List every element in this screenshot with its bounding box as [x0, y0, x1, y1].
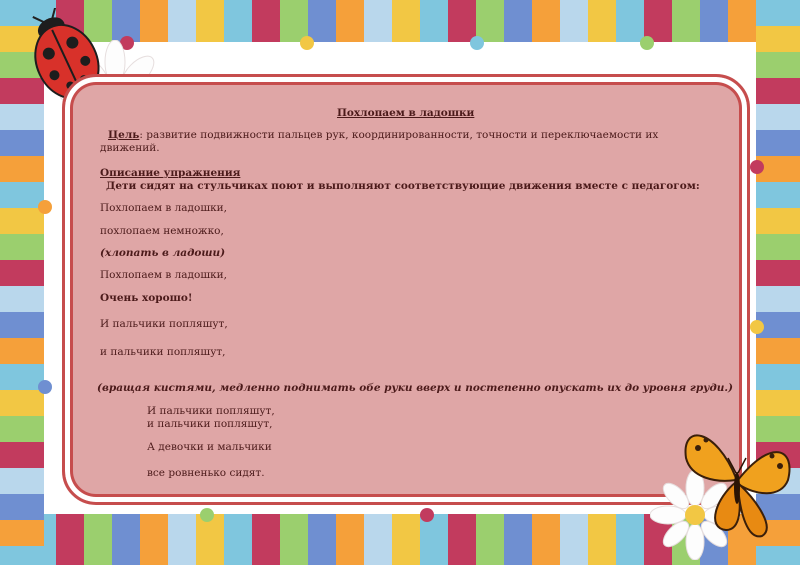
final-line: и пальчики попляшут,	[147, 418, 273, 430]
page-title: Похлопаем в ладошки	[337, 107, 475, 119]
verse-line: похлопаем немножко,	[100, 225, 224, 237]
puzzle-nub	[750, 320, 764, 334]
butterfly-icon	[676, 418, 800, 548]
goal-label: Цель	[108, 129, 140, 141]
puzzle-nub	[300, 36, 314, 50]
verse-line: Очень хорошо!	[100, 292, 193, 304]
puzzle-nub	[470, 36, 484, 50]
verse-line: и пальчики попляшут,	[100, 346, 226, 358]
puzzle-nub	[750, 160, 764, 174]
goal-line	[100, 129, 658, 142]
goal-text: : развитие подвижности пальцев рук, координированности, точности и переключаемости их	[139, 129, 659, 141]
final-line: все ровненько сидят.	[147, 467, 265, 479]
verse-line: Похлопаем в ладошки,	[100, 269, 227, 281]
final-line: А девочки и мальчики	[147, 441, 272, 453]
puzzle-nub	[200, 508, 214, 522]
puzzle-nub	[640, 36, 654, 50]
puzzle-nub	[420, 508, 434, 522]
verse-line: Похлопаем в ладошки,	[100, 202, 227, 214]
puzzle-border-top	[0, 0, 800, 42]
puzzle-nub	[38, 200, 52, 214]
description-text: Дети сидят на стульчиках поют и выполняют соответствующие движения вместе с педагогом:	[106, 180, 700, 192]
description-heading: Описание упражнения	[100, 167, 241, 179]
verse-line: И пальчики попляшут,	[100, 318, 228, 330]
goal-text-cont: движений.	[100, 142, 160, 154]
puzzle-nub	[38, 380, 52, 394]
final-line: И пальчики попляшут,	[147, 405, 275, 417]
instruction-text: (вращая кистями, медленно поднимать обе руки вверх и постепенно опускать их до уровня груди.)	[97, 382, 734, 394]
verse-line: (хлопать в ладоши)	[100, 247, 226, 259]
